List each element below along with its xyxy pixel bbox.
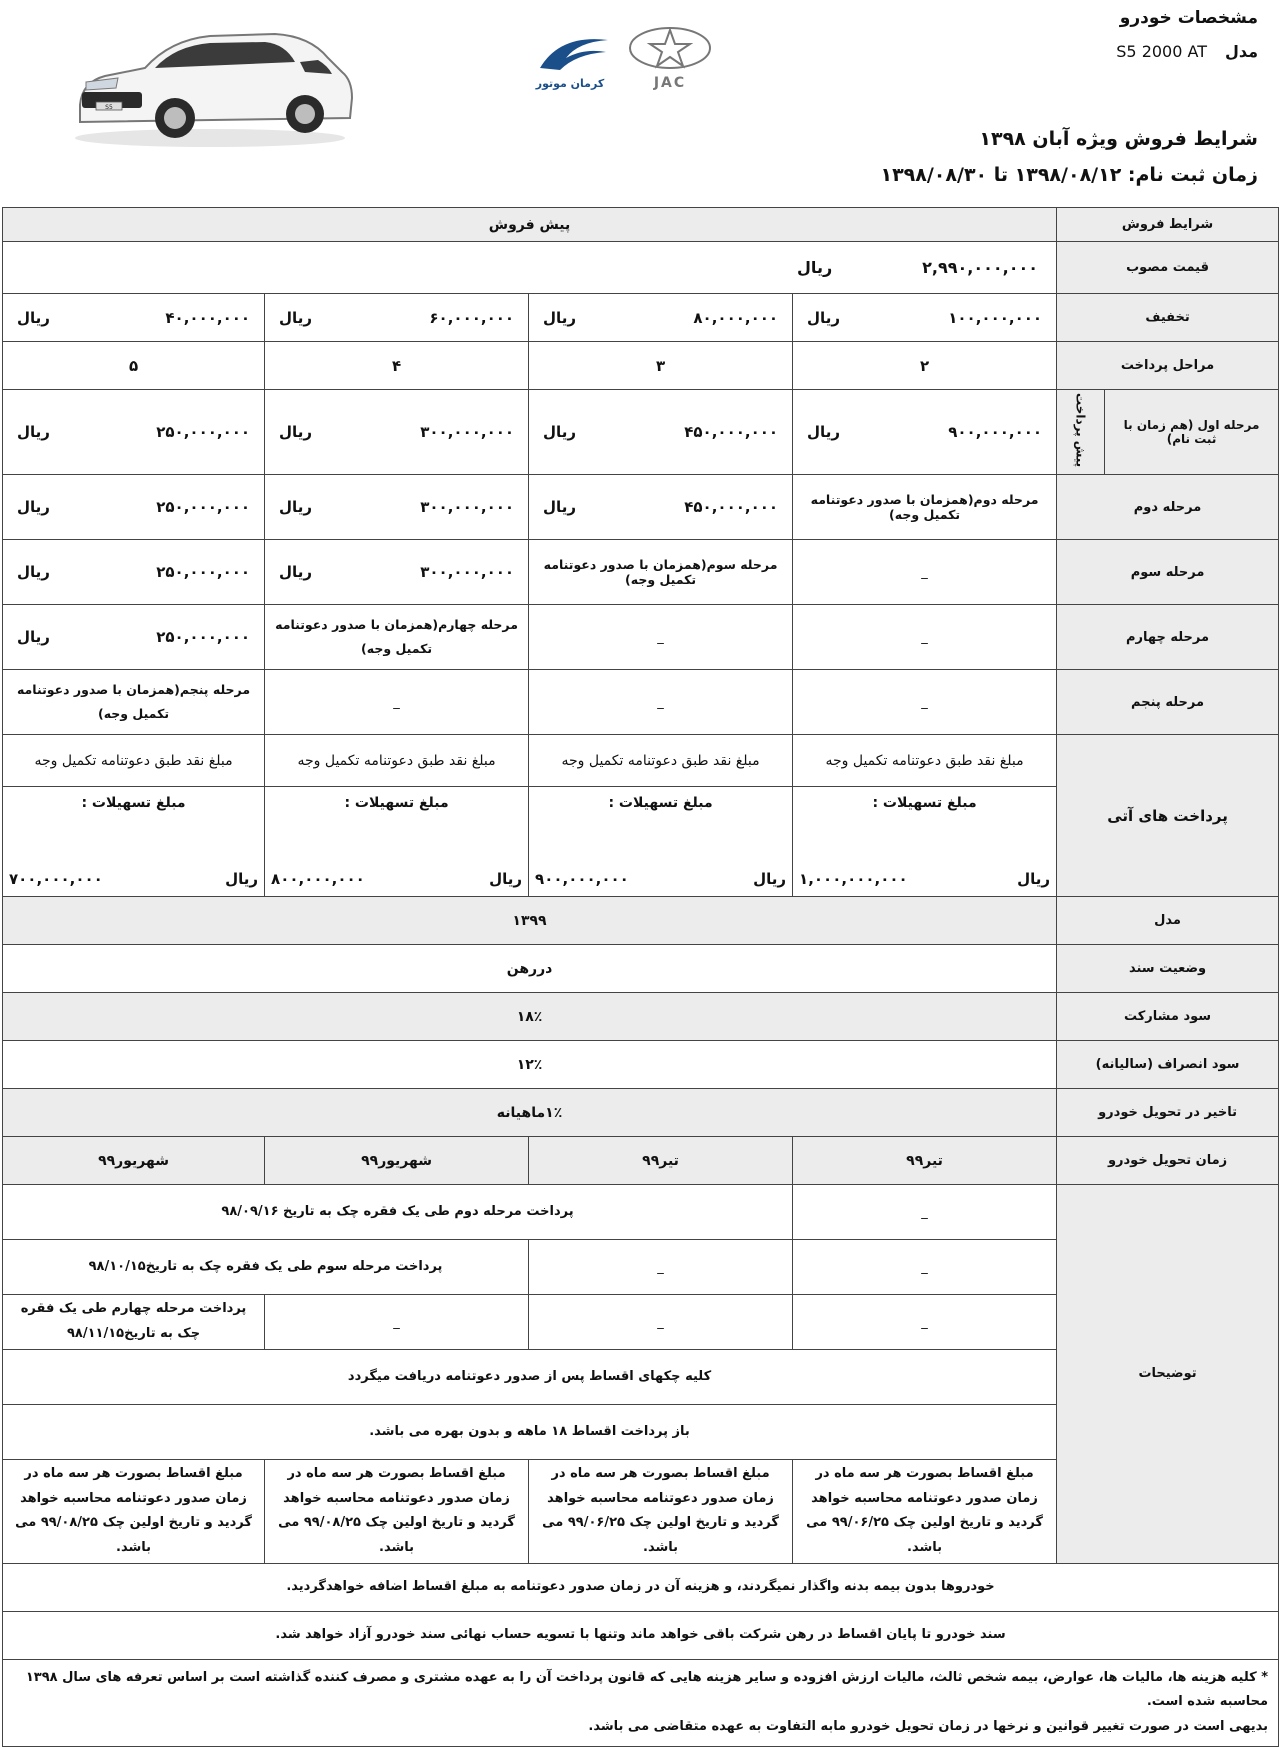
- discount-cell: [529, 294, 793, 342]
- table-row: [3, 670, 1279, 735]
- delivery-delay-label: تاخیر در تحویل خودرو: [1057, 1089, 1279, 1137]
- stage1-value: ۲۵۰,۰۰۰,۰۰۰: [156, 423, 251, 441]
- stage2-label: مرحله دوم: [1057, 475, 1279, 540]
- sale-conditions-title: شرایط فروش ویژه آبان ۱۳۹۸: [979, 128, 1258, 150]
- table-row: [3, 540, 1279, 605]
- stage1-cell: [793, 390, 1057, 475]
- payment-stages-label: مراحل پرداخت: [1057, 342, 1279, 390]
- rial-unit: ریال: [17, 308, 50, 327]
- facility-value: ۷۰۰,۰۰۰,۰۰۰: [9, 870, 103, 888]
- rial-unit: ریال: [807, 423, 840, 441]
- jac-logo: [625, 25, 715, 90]
- note-insurance: خودروها بدون بیمه بدنه واگذار نمیگردند، و هزینه آن در زمان صدور دعوتنامه به مبلغ اقساط اضافه خواهدگردید.: [3, 1563, 1279, 1611]
- discount-cell: [3, 294, 265, 342]
- stage2-value: ۲۵۰,۰۰۰,۰۰۰: [156, 498, 251, 516]
- footnote-rate-changes: بدیهی است در صورت تغییر قوانین و نرخها در زمان تحویل خودرو مابه التفاوت به عهده متقاضی می باشد.: [588, 1719, 1269, 1735]
- table-row: [3, 1611, 1279, 1659]
- prepayment-label: پیش پرداخت: [1073, 392, 1088, 468]
- stage3-value: ۳۰۰,۰۰۰,۰۰۰: [420, 563, 515, 581]
- partnership-profit-label: سود مشارکت: [1057, 993, 1279, 1041]
- facility-label: مبلغ تسهیلات :: [608, 795, 713, 811]
- facility-label: مبلغ تسهیلات :: [81, 795, 186, 811]
- table-row: [3, 1659, 1279, 1746]
- stage1-cell: [3, 390, 265, 475]
- rial-unit: ریال: [279, 563, 312, 581]
- stage5-invitation-note: مرحله پنجم(همزمان با صدور دعوتنامه تکمیل وجه): [3, 670, 265, 735]
- kerman-motor-logo: [520, 28, 620, 88]
- cash-by-invitation: مبلغ نقد طبق دعوتنامه تکمیل وجه: [265, 735, 529, 787]
- facility-value: ۹۰۰,۰۰۰,۰۰۰: [535, 870, 629, 888]
- note-checks: کلیه چکهای اقساط پس از صدور دعوتنامه دریافت میگردد: [3, 1350, 1057, 1405]
- empty-dash: _: [529, 670, 793, 735]
- doc-status-label: وضعیت سند: [1057, 945, 1279, 993]
- rial-unit: ریال: [489, 870, 523, 888]
- stage1-label: مرحله اول (هم زمان با ثبت نام): [1105, 390, 1279, 475]
- table-row: [3, 242, 1279, 294]
- rial-unit: ریال: [17, 498, 50, 516]
- discount-value: ۶۰,۰۰۰,۰۰۰: [429, 308, 515, 327]
- table-row: [3, 1041, 1279, 1089]
- stage3-cell: [3, 540, 265, 605]
- rial-unit: ریال: [17, 563, 50, 581]
- empty-dash: _: [793, 1240, 1057, 1295]
- table-row: [3, 605, 1279, 670]
- approved-price-cell: [3, 242, 1057, 294]
- prepayment-label-cell: [1057, 390, 1105, 475]
- stage3-invitation-note: مرحله سوم(همزمان با صدور دعوتنامه تکمیل وجه): [529, 540, 793, 605]
- stage2-cell: [3, 475, 265, 540]
- facility-cell: [529, 787, 793, 897]
- stage2-cell: [529, 475, 793, 540]
- empty-dash: _: [793, 540, 1057, 605]
- table-row: [3, 945, 1279, 993]
- table-row: [3, 1185, 1279, 1240]
- rial-unit: ریال: [279, 423, 312, 441]
- empty-dash: _: [793, 1185, 1057, 1240]
- delivery-time: تیر۹۹: [529, 1137, 793, 1185]
- stage-count: ۵: [3, 342, 265, 390]
- rial-unit: ریال: [807, 308, 840, 327]
- stage1-cell: [529, 390, 793, 475]
- empty-dash: _: [529, 605, 793, 670]
- empty-dash: _: [529, 1240, 793, 1295]
- future-payments-label: پرداخت های آتی: [1057, 735, 1279, 897]
- rial-unit: ریال: [225, 870, 259, 888]
- delivery-delay-value: ۱٪ماهیانه: [3, 1089, 1057, 1137]
- rial-unit: ریال: [753, 870, 787, 888]
- discount-cell: [793, 294, 1057, 342]
- note-stage4-payment: پرداخت مرحله چهارم طی یک فقره چک به تاریخ۹۸/۱۱/۱۵: [3, 1295, 265, 1350]
- stage1-value: ۹۰۰,۰۰۰,۰۰۰: [948, 423, 1043, 441]
- empty-dash: _: [265, 1295, 529, 1350]
- header-model-row: [1116, 42, 1258, 61]
- table-row: [3, 1563, 1279, 1611]
- note-document: سند خودرو تا پایان اقساط در رهن شرکت باقی خواهد ماند وتنها با تسویه حساب نهائی سند خودرو آزاد خواهد شد.: [3, 1611, 1279, 1659]
- kerman-motor-logo-text: کرمان موتور: [535, 77, 605, 90]
- presale-header: پیش فروش: [3, 208, 1057, 242]
- note-installments: مبلغ اقساط بصورت هر سه ماه در زمان صدور دعوتنامه محاسبه خواهد گردید و تاریخ اولین چک ۹۹/۰۶/۲۵ می باشد.: [529, 1460, 793, 1564]
- table-row: [3, 993, 1279, 1041]
- approved-price-unit: ریال: [797, 258, 833, 277]
- facility-value: ۱,۰۰۰,۰۰۰,۰۰۰: [799, 870, 908, 888]
- stage3-cell: [265, 540, 529, 605]
- registration-period: زمان ثبت نام: ۱۳۹۸/۰۸/۱۲ تا ۱۳۹۸/۰۸/۳۰: [880, 164, 1258, 186]
- facility-label: مبلغ تسهیلات :: [344, 795, 449, 811]
- discount-value: ۱۰۰,۰۰۰,۰۰۰: [948, 308, 1043, 327]
- facility-value: ۸۰۰,۰۰۰,۰۰۰: [271, 870, 365, 888]
- rial-unit: ریال: [1017, 870, 1051, 888]
- stage-count: ۴: [265, 342, 529, 390]
- delivery-time: شهریور۹۹: [3, 1137, 265, 1185]
- stage3-value: ۲۵۰,۰۰۰,۰۰۰: [156, 563, 251, 581]
- cash-by-invitation: مبلغ نقد طبق دعوتنامه تکمیل وجه: [3, 735, 265, 787]
- document-header: [0, 0, 1280, 205]
- delivery-time: تیر۹۹: [793, 1137, 1057, 1185]
- stage4-value: ۲۵۰,۰۰۰,۰۰۰: [156, 628, 251, 646]
- stage2-cell: [265, 475, 529, 540]
- note-installments: مبلغ اقساط بصورت هر سه ماه در زمان صدور دعوتنامه محاسبه خواهد گردید و تاریخ اولین چک ۹۹/۰۸/۲۵ می باشد.: [265, 1460, 529, 1564]
- note-installments: مبلغ اقساط بصورت هر سه ماه در زمان صدور دعوتنامه محاسبه خواهد گردید و تاریخ اولین چک ۹۹/۰۶/۲۵ می باشد.: [793, 1460, 1057, 1564]
- table-row: [3, 897, 1279, 945]
- discount-value: ۸۰,۰۰۰,۰۰۰: [693, 308, 779, 327]
- empty-dash: _: [793, 605, 1057, 670]
- table-row: [3, 390, 1279, 475]
- stage-count: ۲: [793, 342, 1057, 390]
- stage3-label: مرحله سوم: [1057, 540, 1279, 605]
- partnership-profit-value: ۱۸٪: [3, 993, 1057, 1041]
- discount-value: ۴۰,۰۰۰,۰۰۰: [165, 308, 251, 327]
- rial-unit: ریال: [279, 308, 312, 327]
- doc-status-value: دررهن: [3, 945, 1057, 993]
- footnote-costs: * کلیه هزینه ها، مالیات ها، عوارض، بیمه شخص ثالث، مالیات ارزش افزوده و سایر هزینه هایی که قانون پرداخت آن را به عهده مشتری و مصرف کننده گذاشته است بر اساس تعرفه های سال ۱۳۹۸ محاسبه شده است.: [25, 1669, 1269, 1710]
- stage4-label: مرحله چهارم: [1057, 605, 1279, 670]
- rial-unit: ریال: [279, 498, 312, 516]
- note-installments: مبلغ اقساط بصورت هر سه ماه در زمان صدور دعوتنامه محاسبه خواهد گردید و تاریخ اولین چک ۹۹/۰۸/۲۵ می باشد.: [3, 1460, 265, 1564]
- vehicle-specs-title: مشخصات خودرو: [1119, 8, 1258, 28]
- rial-unit: ریال: [543, 308, 576, 327]
- table-row: [3, 1137, 1279, 1185]
- footnote: [3, 1659, 1279, 1746]
- empty-dash: _: [265, 670, 529, 735]
- cancellation-profit-label: سود انصراف (سالیانه): [1057, 1041, 1279, 1089]
- approved-price-label: قیمت مصوب: [1057, 242, 1279, 294]
- delivery-time: شهریور۹۹: [265, 1137, 529, 1185]
- stage2-invitation-note: مرحله دوم(همزمان با صدور دعوتنامه تکمیل وجه): [793, 475, 1057, 540]
- facility-label: مبلغ تسهیلات :: [872, 795, 977, 811]
- stage1-value: ۴۵۰,۰۰۰,۰۰۰: [684, 423, 779, 441]
- table-row: [3, 735, 1279, 787]
- cancellation-profit-value: ۱۲٪: [3, 1041, 1057, 1089]
- stage1-cell: [265, 390, 529, 475]
- header-model-value: S5 2000 AT: [1116, 42, 1207, 61]
- rial-unit: ریال: [543, 423, 576, 441]
- header-model-label: مدل: [1224, 42, 1258, 61]
- jac-logo-text: JAC: [653, 75, 687, 91]
- discount-cell: [265, 294, 529, 342]
- table-row: [3, 342, 1279, 390]
- table-row: [3, 208, 1279, 242]
- car-badge: S5: [105, 104, 113, 111]
- empty-dash: _: [529, 1295, 793, 1350]
- note-stage3-payment: پرداخت مرحله سوم طی یک فقره چک به تاریخ۹۸/۱۰/۱۵: [3, 1240, 529, 1295]
- cash-by-invitation: مبلغ نقد طبق دعوتنامه تکمیل وجه: [793, 735, 1057, 787]
- approved-price: ۲,۹۹۰,۰۰۰,۰۰۰: [922, 258, 1039, 277]
- sales-conditions-table: [2, 207, 1279, 1747]
- discount-label: تخفیف: [1057, 294, 1279, 342]
- facility-cell: [265, 787, 529, 897]
- empty-dash: _: [793, 670, 1057, 735]
- delivery-time-label: زمان تحویل خودرو: [1057, 1137, 1279, 1185]
- stage4-invitation-note: مرحله چهارم(همزمان با صدور دعوتنامه تکمیل وجه): [265, 605, 529, 670]
- stage4-cell: [3, 605, 265, 670]
- rial-unit: ریال: [17, 423, 50, 441]
- facility-cell: [3, 787, 265, 897]
- model-year-value: ۱۳۹۹: [3, 897, 1057, 945]
- rial-unit: ریال: [543, 498, 576, 516]
- stage5-label: مرحله پنجم: [1057, 670, 1279, 735]
- table-row: [3, 294, 1279, 342]
- empty-dash: _: [793, 1295, 1057, 1350]
- notes-label: توضیحات: [1057, 1185, 1279, 1564]
- rial-unit: ریال: [17, 628, 50, 646]
- model-year-label: مدل: [1057, 897, 1279, 945]
- sale-conditions-label: شرایط فروش: [1057, 208, 1279, 242]
- car-image: [60, 10, 360, 150]
- table-row: [3, 1089, 1279, 1137]
- stage1-value: ۳۰۰,۰۰۰,۰۰۰: [420, 423, 515, 441]
- facility-cell: [793, 787, 1057, 897]
- note-stage2-payment: پرداخت مرحله دوم طی یک فقره چک به تاریخ ۹۸/۰۹/۱۶: [3, 1185, 793, 1240]
- stage-count: ۳: [529, 342, 793, 390]
- note-repayment: باز پرداخت اقساط ۱۸ ماهه و بدون بهره می باشد.: [3, 1405, 1057, 1460]
- stage2-value: ۳۰۰,۰۰۰,۰۰۰: [420, 498, 515, 516]
- stage2-value: ۴۵۰,۰۰۰,۰۰۰: [684, 498, 779, 516]
- table-row: [3, 475, 1279, 540]
- cash-by-invitation: مبلغ نقد طبق دعوتنامه تکمیل وجه: [529, 735, 793, 787]
